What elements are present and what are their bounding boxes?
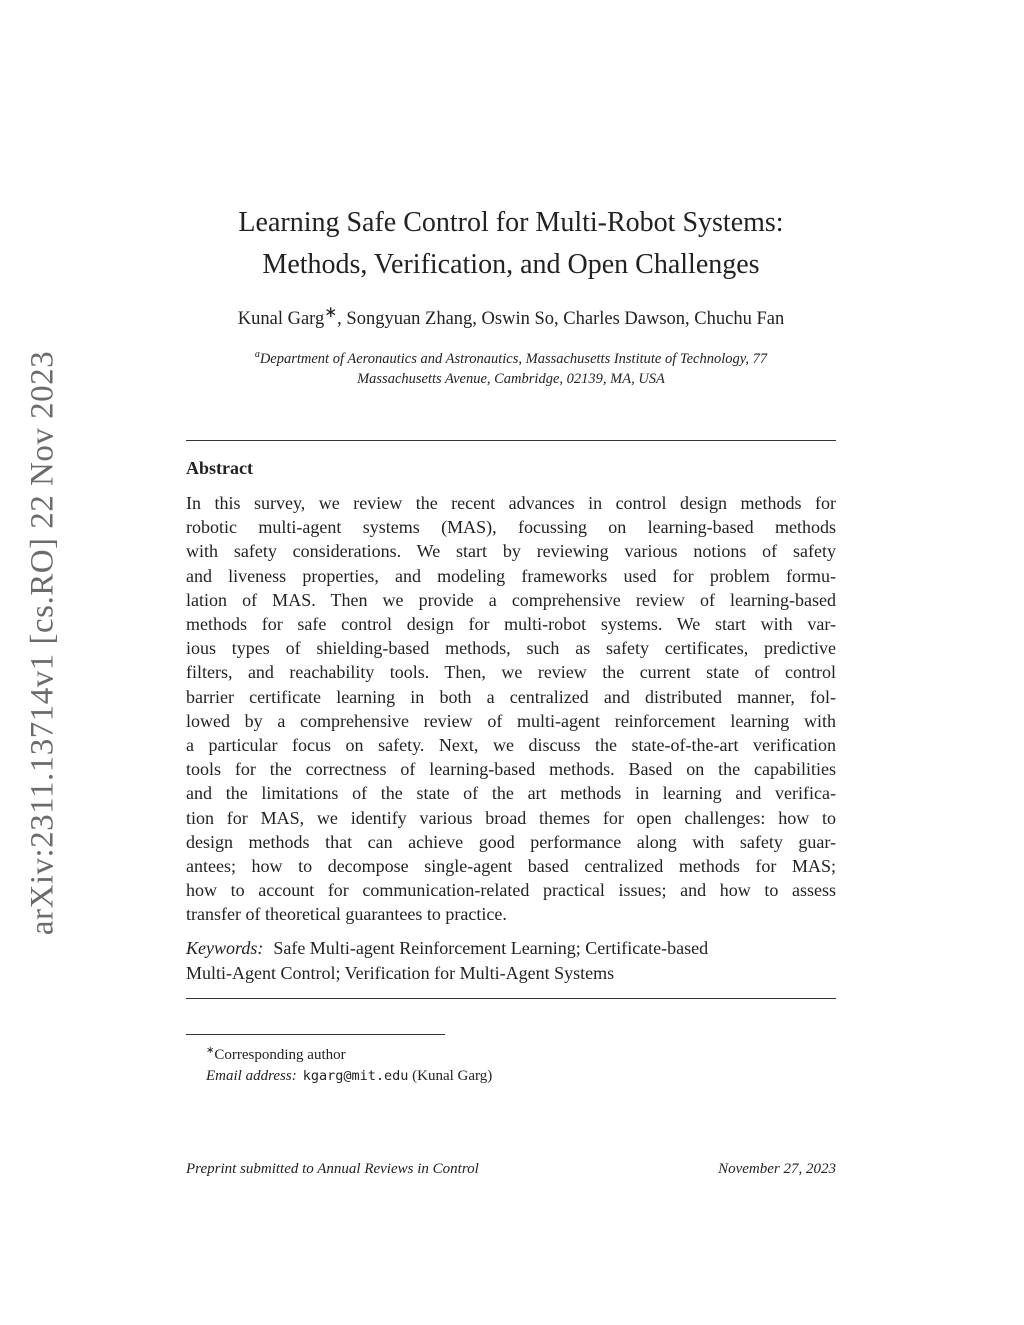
abstract-line: tion for MAS, we identify various broad themes for open challenges: how to <box>186 807 836 828</box>
footnotes <box>186 1040 492 1087</box>
footer-preprint-note: Preprint submitted to Annual Reviews in Control <box>186 1161 479 1177</box>
abstract-line: and liveness properties, and modeling frameworks used for problem formu- <box>186 565 836 586</box>
abstract-line: transfer of theoretical guarantees to practice. <box>186 904 507 925</box>
abstract-line: In this survey, we review the recent advances in control design methods for <box>186 493 836 513</box>
abstract-body <box>186 491 836 927</box>
abstract-line: filters, and reachability tools. Then, we review the current state of control <box>186 662 836 683</box>
footnote-divider <box>186 1034 445 1035</box>
abstract-line: how to account for communication-related practical issues; and how to assess <box>186 880 836 901</box>
abstract-line: design methods that can achieve good performance along with safety guar- <box>186 831 836 852</box>
keywords-line-2: Multi-Agent Control; Verification for Multi-Agent Systems <box>186 962 615 983</box>
abstract-line: tools for the correctness of learning-based methods. Based on the capabilities <box>186 759 836 780</box>
paper-title <box>186 202 836 286</box>
top-divider <box>186 440 836 441</box>
abstract-line: robotic multi-agent systems (MAS), focussing on learning-based methods <box>186 517 836 538</box>
affiliation-line-2: Massachusetts Avenue, Cambridge, 02139, MA, USA <box>357 370 665 387</box>
abstract-line: and the limitations of the state of the art methods in learning and verifica- <box>186 783 836 804</box>
bottom-divider <box>186 998 836 999</box>
author-first: Kunal Garg <box>237 309 325 330</box>
footnote-star: ∗ <box>206 1045 215 1056</box>
abstract-line: with safety considerations. We start by reviewing various notions of safety <box>186 541 836 562</box>
title-line-2: Methods, Verification, and Open Challenges <box>262 249 760 280</box>
abstract-line: a particular focus on safety. Next, we discuss the state-of-the-art verification <box>186 735 836 756</box>
abstract-line: lowed by a comprehensive review of multi-agent reinforcement learning with <box>186 710 836 731</box>
email-label: Email address: <box>206 1068 297 1084</box>
corresponding-author-note: Corresponding author <box>214 1047 346 1063</box>
affiliation <box>186 345 836 389</box>
abstract-line: antees; how to decompose single-agent based centralized methods for MAS; <box>186 856 836 877</box>
email-link[interactable]: kgarg@mit.edu <box>302 1068 409 1084</box>
keywords <box>186 936 836 985</box>
email-owner: (Kunal Garg) <box>412 1068 493 1084</box>
abstract-line: ious types of shielding-based methods, such as safety certificates, predictive <box>186 638 836 659</box>
affiliation-line-1: Department of Aeronautics and Astronautics, Massachusetts Institute of Technology, 77 <box>259 350 768 367</box>
affiliation-marker: a <box>254 349 260 360</box>
author-list <box>186 303 836 330</box>
abstract-line: barrier certificate learning in both a centralized and distributed manner, fol- <box>186 686 836 707</box>
abstract-line: lation of MAS. Then we provide a comprehensive review of learning-based <box>186 589 836 610</box>
keywords-label: Keywords: <box>186 938 264 958</box>
abstract-line: methods for safe control design for multi-robot systems. We start with var- <box>186 614 836 635</box>
title-line-1: Learning Safe Control for Multi-Robot Systems: <box>238 207 784 238</box>
author-rest: , Songyuan Zhang, Oswin So, Charles Dawson, Chuchu Fan <box>337 309 785 330</box>
keywords-line-1: Safe Multi-agent Reinforcement Learning; Certificate-based <box>273 938 709 958</box>
corresponding-star: ∗ <box>324 304 338 321</box>
footer-date: November 27, 2023 <box>718 1161 836 1177</box>
page-footer <box>186 1161 836 1178</box>
arxiv-side-stamp <box>18 348 68 938</box>
abstract-heading: Abstract <box>186 458 253 478</box>
arxiv-identifier: arXiv:2311.13714v1 [cs.RO] 22 Nov 2023 <box>24 350 61 936</box>
